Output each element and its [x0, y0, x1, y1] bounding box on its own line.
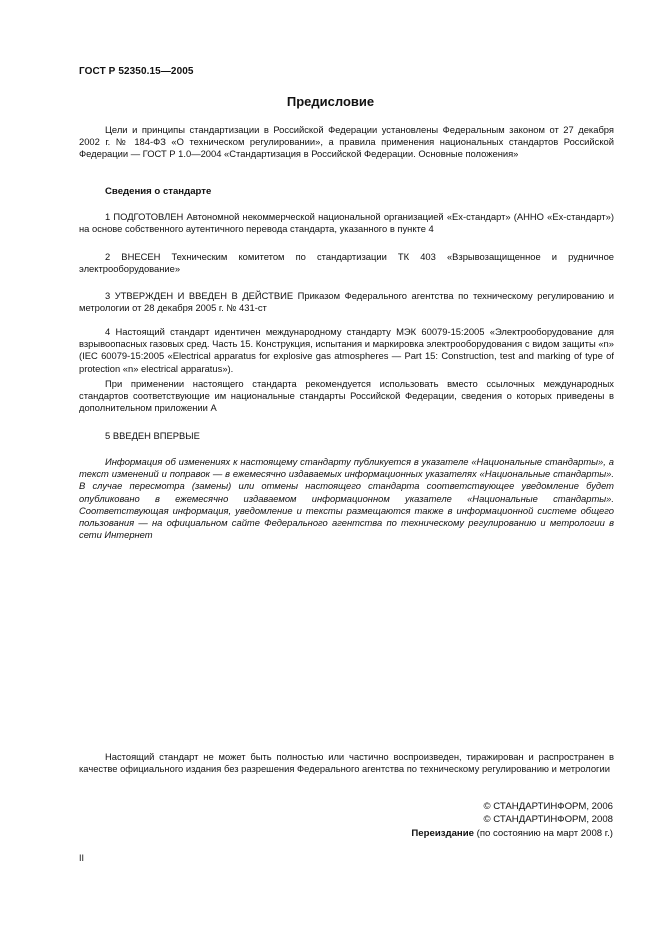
item-2: 2 ВНЕСЕН Техническим комитетом по стандартизации ТК 403 «Взрывозащищенное и рудничное электрооборудование»	[79, 251, 614, 275]
reissue-text: (по состоянию на март 2008 г.)	[473, 828, 613, 839]
item-4-note: При применении настоящего стандарта рекомендуется использовать вместо ссылочных международных стандартов соответствующие им национальные стандарты Российской Федерации, сведения о которых приведены в дополнительном приложении А	[79, 378, 614, 414]
item-5: 5 ВВЕДЕН ВПЕРВЫЕ	[105, 430, 200, 441]
page-number: II	[79, 853, 85, 863]
item-4: 4 Настоящий стандарт идентичен международному стандарту МЭК 60079-15:2005 «Электрооборудование для взрывоопасных газовых сред. Часть 15. Конструкция, испытания и маркировка электрооборудования с видом защиты «n» (IEC 60079-15:2005 «Electrical apparatus for explosive gas atmospheres — Part 15: Construction, test and marking of type of protection «n» electrical apparatus»).	[79, 326, 614, 374]
changes-notice: Информация об изменениях к настоящему стандарту публикуется в указателе «Национальные стандарты», а текст изменений и поправок — в ежемесячно издаваемых информационных указателях «Национальные стандарты». В случае пересмотра (замены) или отмены настоящего стандарта соответствующее уведомление будет опубликовано в ежемесячно издаваемом информационном указателе «Национальные стандарты». Соответствующая информация, уведомление и тексты размещаются также в информационной системе общего пользования — на официальном сайте Федерального агентства по техническому регулированию и метрологии в сети Интернет	[79, 456, 614, 541]
intro-paragraph: Цели и принципы стандартизации в Российской Федерации установлены Федеральным законом от 27 декабря 2002 г. № 184-ФЗ «О техническом регулировании», а правила применения национальных стандартов Российской Федерации — ГОСТ Р 1.0—2004 «Стандартизация в Российской Федерации. Основные положения»	[79, 124, 614, 160]
copyright-notice: Настоящий стандарт не может быть полностью или частично воспроизведен, тиражирован и распространен в качестве официального издания без разрешения Федерального агентства по техническому регулированию и метрологии	[79, 751, 614, 775]
page-title: Предисловие	[286, 94, 375, 109]
item-3: 3 УТВЕРЖДЕН И ВВЕДЕН В ДЕЙСТВИЕ Приказом Федерального агентства по техническому регулированию и метрологии от 28 декабря 2005 г. № 431-ст	[79, 290, 614, 314]
copyright-line-2: © СТАНДАРТИНФОРМ, 2008	[483, 814, 613, 825]
reissue-line	[411, 828, 613, 841]
reissue-label: Переиздание	[411, 828, 474, 839]
section-heading: Сведения о стандарте	[105, 186, 212, 197]
item-1: 1 ПОДГОТОВЛЕН Автономной некоммерческой национальной организацией «Ех-стандарт» (АННО «Ех-стандарт») на основе собственного аутентичного перевода стандарта, указанного в пункте 4	[79, 211, 614, 235]
copyright-line-1: © СТАНДАРТИНФОРМ, 2006	[483, 801, 613, 812]
standard-code-header: ГОСТ Р 52350.15—2005	[79, 66, 194, 77]
